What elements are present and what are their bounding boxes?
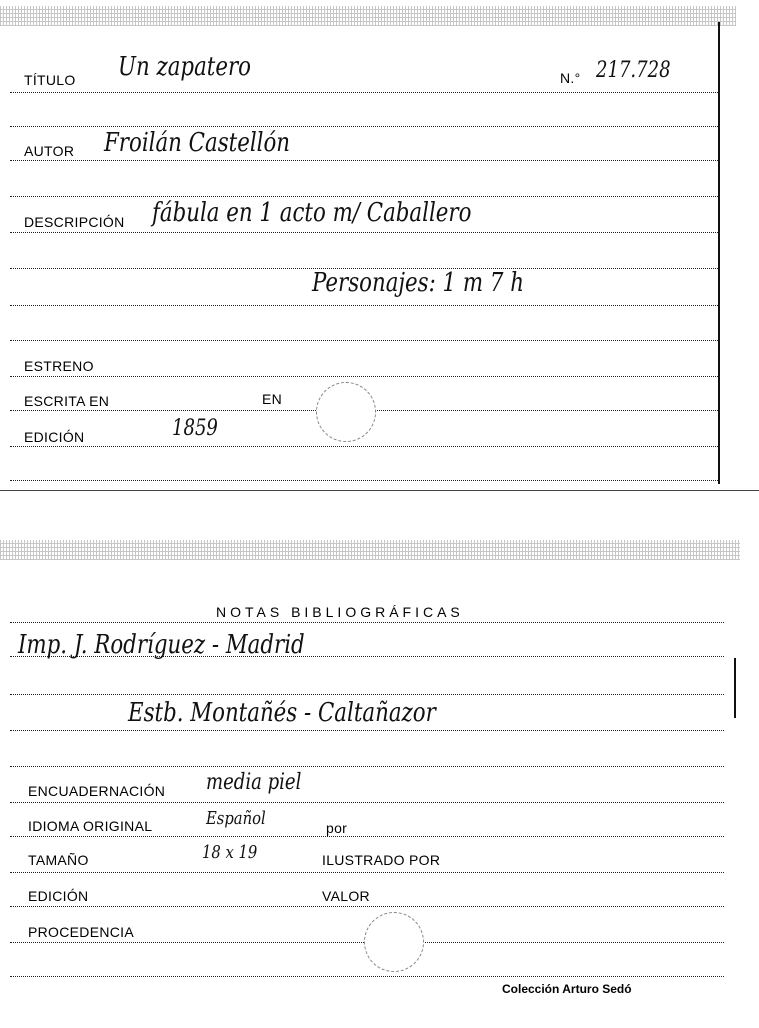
card-right-border [734, 658, 736, 718]
ruled-line [10, 906, 724, 907]
autor-value: Froilán Castellón [104, 128, 291, 158]
titulo-label: TÍTULO [24, 72, 76, 88]
encuadernacion-label: ENCUADERNACIÓN [28, 783, 166, 799]
descripcion-label: DESCRIPCIÓN [24, 214, 125, 230]
en-label: EN [262, 391, 283, 407]
idioma-value: Español [206, 808, 266, 829]
por-label: por [326, 820, 348, 836]
notes-line-2: Estb. Montañés - Caltañazor [128, 698, 436, 728]
escrita-en-label: ESCRITA EN [24, 393, 110, 409]
collection-credit: Colección Arturo Sedó [502, 982, 632, 996]
numero-value: 217.728 [596, 58, 671, 83]
card-separator [0, 490, 759, 491]
estreno-label: ESTRENO [24, 358, 94, 374]
catalog-card-front [0, 0, 736, 490]
ruled-line [10, 730, 724, 731]
ruled-line [10, 766, 724, 767]
ruled-line [10, 126, 720, 127]
ruled-line [10, 160, 720, 161]
procedencia-label: PROCEDENCIA [28, 924, 134, 940]
ruled-line [10, 836, 724, 837]
card-edge-texture [0, 6, 736, 26]
punch-hole [364, 912, 424, 972]
card-edge-texture [0, 540, 740, 560]
ruled-line [10, 446, 720, 447]
numero-label: N.° [560, 70, 581, 86]
ruled-line [10, 976, 724, 977]
idioma-label: IDIOMA ORIGINAL [28, 818, 153, 834]
ruled-line [10, 694, 724, 695]
notas-bibliograficas-heading: NOTAS BIBLIOGRÁFICAS [216, 604, 464, 620]
encuadernacion-value: media piel [206, 770, 302, 795]
tamano-label: TAMAÑO [28, 852, 89, 868]
ruled-line [10, 622, 724, 623]
edicion-label: EDICIÓN [28, 888, 89, 904]
titulo-value: Un zapatero [118, 52, 251, 82]
catalog-card-back [0, 538, 740, 1018]
ruled-line [10, 232, 720, 233]
edicion-value: 1859 [172, 416, 218, 441]
descripcion-value: fábula en 1 acto m/ Caballero [152, 198, 472, 228]
ruled-line [10, 92, 720, 93]
autor-label: AUTOR [24, 143, 75, 159]
punch-hole [316, 382, 376, 442]
ruled-line [10, 872, 724, 873]
ruled-line [10, 196, 720, 197]
ilustrado-label: ILUSTRADO POR [322, 852, 441, 868]
notes-line-1: Imp. J. Rodríguez - Madrid [18, 630, 305, 660]
ruled-line [10, 802, 724, 803]
ruled-line [10, 480, 720, 481]
ruled-line [10, 305, 720, 306]
tamano-value: 18 x 19 [202, 842, 258, 863]
valor-label: VALOR [322, 888, 370, 904]
edicion-label: EDICIÓN [24, 429, 85, 445]
personajes-value: Personajes: 1 m 7 h [312, 268, 524, 298]
ruled-line [10, 340, 720, 341]
ruled-line [10, 376, 720, 377]
